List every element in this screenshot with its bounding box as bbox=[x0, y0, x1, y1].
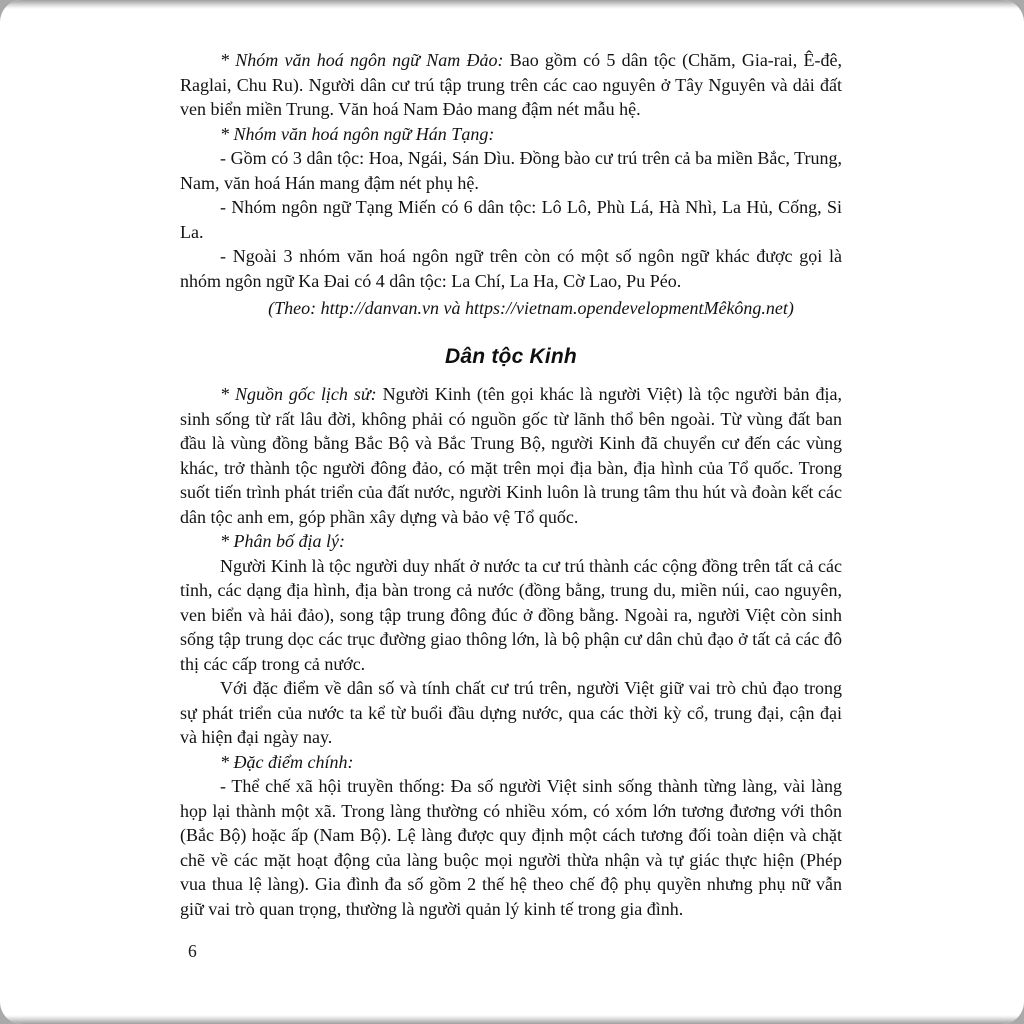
page-number: 6 bbox=[188, 941, 197, 961]
paragraph-text: - Gồm có 3 dân tộc: Hoa, Ngái, Sán Dìu. Đồng bào cư trú trên cả ba miền Bắc, Trung, Nam, văn hoá Hán mang đậm nét phụ hệ. bbox=[180, 148, 842, 193]
paragraph-nam-dao bbox=[180, 48, 842, 122]
paragraph-lead: * Nhóm văn hoá ngôn ngữ Hán Tạng: bbox=[220, 123, 495, 144]
page-top-edge bbox=[0, 0, 1024, 9]
paragraph-dac-diem-dan-so bbox=[180, 676, 842, 750]
paragraph-text: Người Kinh (tên gọi khác là người Việt) là tộc người bản địa, sinh sống từ rất lâu đời, không phải có nguồn gốc từ lãnh thổ bên ngoài. Từ vùng đất ban đầu là vùng đồng bằng Bắc Bộ và Bắc Trung Bộ, người Kinh đã chuyển cư đến các vùng khác, trở thành tộc người đông đảo, có mặt trên mọi địa bàn, địa hình của Tổ quốc. Trong suốt tiến trình phát triển của đất nước, người Kinh luôn là trung tâm thu hút và đoàn kết các dân tộc anh em, góp phần xây dựng và bảo vệ Tổ quốc. bbox=[180, 384, 842, 527]
source-citation: (Theo: http://danvan.vn và https://vietnam.opendevelopmentMêkông.net) bbox=[268, 298, 794, 318]
paragraph-text: Với đặc điểm về dân số và tính chất cư trú trên, người Việt giữ vai trò chủ đạo trong sự phát triển của nước ta kể từ buổi đầu dựng nước, qua các thời kỳ cổ, trung đại, cận đại và hiện đại ngày nay. bbox=[180, 678, 842, 747]
section-heading: Dân tộc Kinh bbox=[445, 344, 577, 368]
page-content bbox=[180, 48, 842, 921]
paragraph-lead: * Nguồn gốc lịch sử: bbox=[220, 384, 377, 404]
paragraph-han-tang bbox=[180, 122, 842, 147]
paragraph-the-che bbox=[180, 774, 842, 921]
paragraph-cu-tru bbox=[180, 554, 842, 677]
paragraph-text: - Nhóm ngôn ngữ Tạng Miến có 6 dân tộc: Lô Lô, Phù Lá, Hà Nhì, La Hủ, Cống, Si La. bbox=[180, 197, 842, 242]
paragraph-dac-diem-chinh bbox=[180, 750, 842, 775]
paragraph-text: Bao gồm có 5 dân tộc (Chăm, Gia-rai, Ê-đê, Raglai, Chu Ru). Người dân cư trú tập trung trên các cao nguyên ở Tây Nguyên và dải đất ven biển miền Trung. Văn hoá Nam Đảo mang đậm nét mẫu hệ. bbox=[180, 50, 842, 119]
paragraph-lead: * Nhóm văn hoá ngôn ngữ Nam Đảo: bbox=[220, 50, 504, 70]
paragraph-nguon-goc bbox=[180, 382, 842, 529]
paragraph-text: - Ngoài 3 nhóm văn hoá ngôn ngữ trên còn có một số ngôn ngữ khác được gọi là nhóm ngôn ngữ Ka Đai có 4 dân tộc: La Chí, La Ha, Cờ Lao, Pu Péo. bbox=[180, 246, 842, 291]
paragraph-tang-mien bbox=[180, 195, 842, 244]
paragraph-text: - Thể chế xã hội truyền thống: Đa số người Việt sinh sống thành từng làng, vài làng họp lại thành một xã. Trong làng thường có nhiều xóm, có xóm lớn tương đương với thôn (Bắc Bộ) hoặc ấp (Nam Bộ). Lệ làng được quy định một cách tương đối toàn diện và chặt chẽ về các mặt hoạt động của làng buộc mọi người thừa nhận và tự giác thực hiện (Phép vua thua lệ làng). Gia đình đa số gồm 2 thế hệ theo chế độ phụ quyền nhưng phụ nữ vẫn giữ vai trò quan trọng, thường là người quản lý kinh tế trong gia đình. bbox=[180, 776, 842, 919]
paragraph-ka-dai bbox=[180, 244, 842, 293]
paragraph-lead: * Phân bố địa lý: bbox=[220, 531, 345, 551]
paragraph-lead: * Đặc điểm chính: bbox=[220, 751, 354, 772]
paragraph-phan-bo bbox=[180, 529, 842, 554]
page-bottom-edge bbox=[0, 1015, 1024, 1024]
paragraph-hoa-ngai bbox=[180, 146, 842, 195]
paragraph-text: Người Kinh là tộc người duy nhất ở nước ta cư trú thành các cộng đồng trên tất cả các tỉnh, các dạng địa hình, địa bàn trong cả nước (đồng bằng, trung du, miền núi, cao nguyên, ven biển và hải đảo), song tập trung đông đúc ở đồng bằng. Ngoài ra, người Việt còn sinh sống tập trung dọc các trục đường giao thông lớn, là bộ phận cư dân chủ đạo ở tất cả các đô thị các cấp trong cả nước. bbox=[180, 555, 842, 674]
